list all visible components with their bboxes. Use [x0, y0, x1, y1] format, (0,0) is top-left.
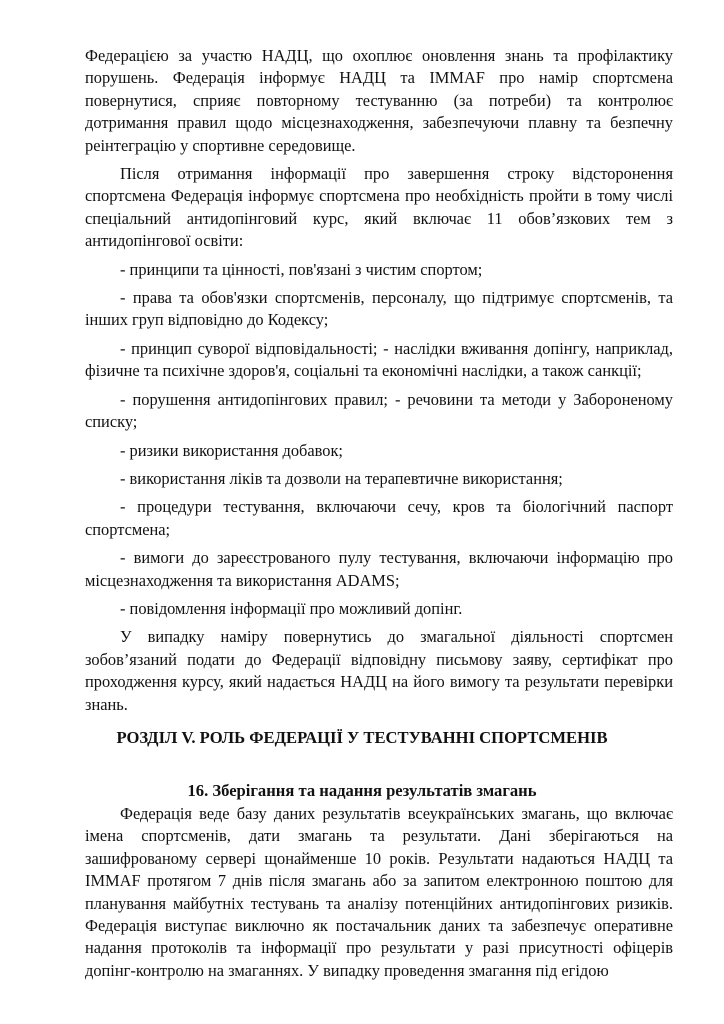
list-item: - принцип суворої відповідальності; - наслідки вживання допінгу, наприклад, фізичне та психічне здоров'я, соціальні та економічні наслідки, а також санкції;: [85, 338, 673, 381]
list-item: - використання ліків та дозволи на терапевтичне використання;: [120, 468, 563, 488]
results-paragraph: Федерація веде базу даних результатів всеукраїнських змагань, що включає імена спортсменів, дати змагань та результати. Дані зберігаються на зашифрованому сервері щонайменше 10 років. Результати надаються НАДЦ та IMMAF протягом 7 днів після змагань або за запитом електронною поштою для планування майбутніх тестувань та аналізу потенційних антидопінгових ризиків. Федерація виступає виключно як постачальник даних та забезпечує оперативне надання протоколів та інформації про результати у разі присутності офіцерів допінг-контролю на змаганнях. У випадку проведення змагання під егідою: [85, 804, 673, 980]
list-item: - порушення антидопінгових правил; - речовини та методи у Забороненому списку;: [85, 389, 673, 432]
course-intro-paragraph: Після отримання інформації про завершення строку відсторонення спортсмена Федерація інформує спортсмена про необхідність пройти в тому числі спеціальний антидопінговий курс, який включає 11 обов’язкових тем з антидопінгової освіти:: [85, 164, 673, 251]
list-item: - принципи та цінності, пов'язані з чистим спортом;: [120, 259, 483, 279]
list-item: - ризики використання добавок;: [120, 440, 343, 460]
return-paragraph: У випадку наміру повернутись до змагальної діяльності спортсмен зобов’язаний подати до Федерації відповідну письмову заяву, сертифікат про проходження курсу, який надається НАДЦ на його вимогу та результати перевірки знань.: [85, 627, 673, 714]
body-upper: [85, 45, 673, 716]
body-lower: [85, 803, 673, 982]
list-item: - повідомлення інформації про можливий допінг.: [120, 598, 463, 618]
top-paragraph: Федерацією за участю НАДЦ, що охоплює оновлення знань та профілактику порушень. Федерація інформує НАДЦ та IMMAF про намір спортсмена повернутися, сприяє повторному тестуванню (за потреби) та контролює дотримання правил щодо місцезнаходження, забезпечуючи плавну та безпечну реінтеграцію у спортивне середовище.: [85, 46, 673, 155]
course-topics-list: [85, 259, 673, 621]
list-item: - процедури тестування, включаючи сечу, кров та біологічний паспорт спортсмена;: [85, 497, 673, 539]
list-item: - права та обов'язки спортсменів, персоналу, що підтримує спортсменів, та інших груп відповідно до Кодексу;: [85, 288, 673, 330]
subsection-heading: 16. Зберігання та надання результатів змагань: [187, 781, 537, 800]
section-heading: РОЗДІЛ V. РОЛЬ ФЕДЕРАЦІЇ У ТЕСТУВАННІ СПОРТСМЕНІВ: [116, 728, 608, 747]
list-item: - вимоги до зареєстрованого пулу тестування, включаючи інформацію про місцезнаходження та використання ADAMS;: [85, 548, 673, 590]
